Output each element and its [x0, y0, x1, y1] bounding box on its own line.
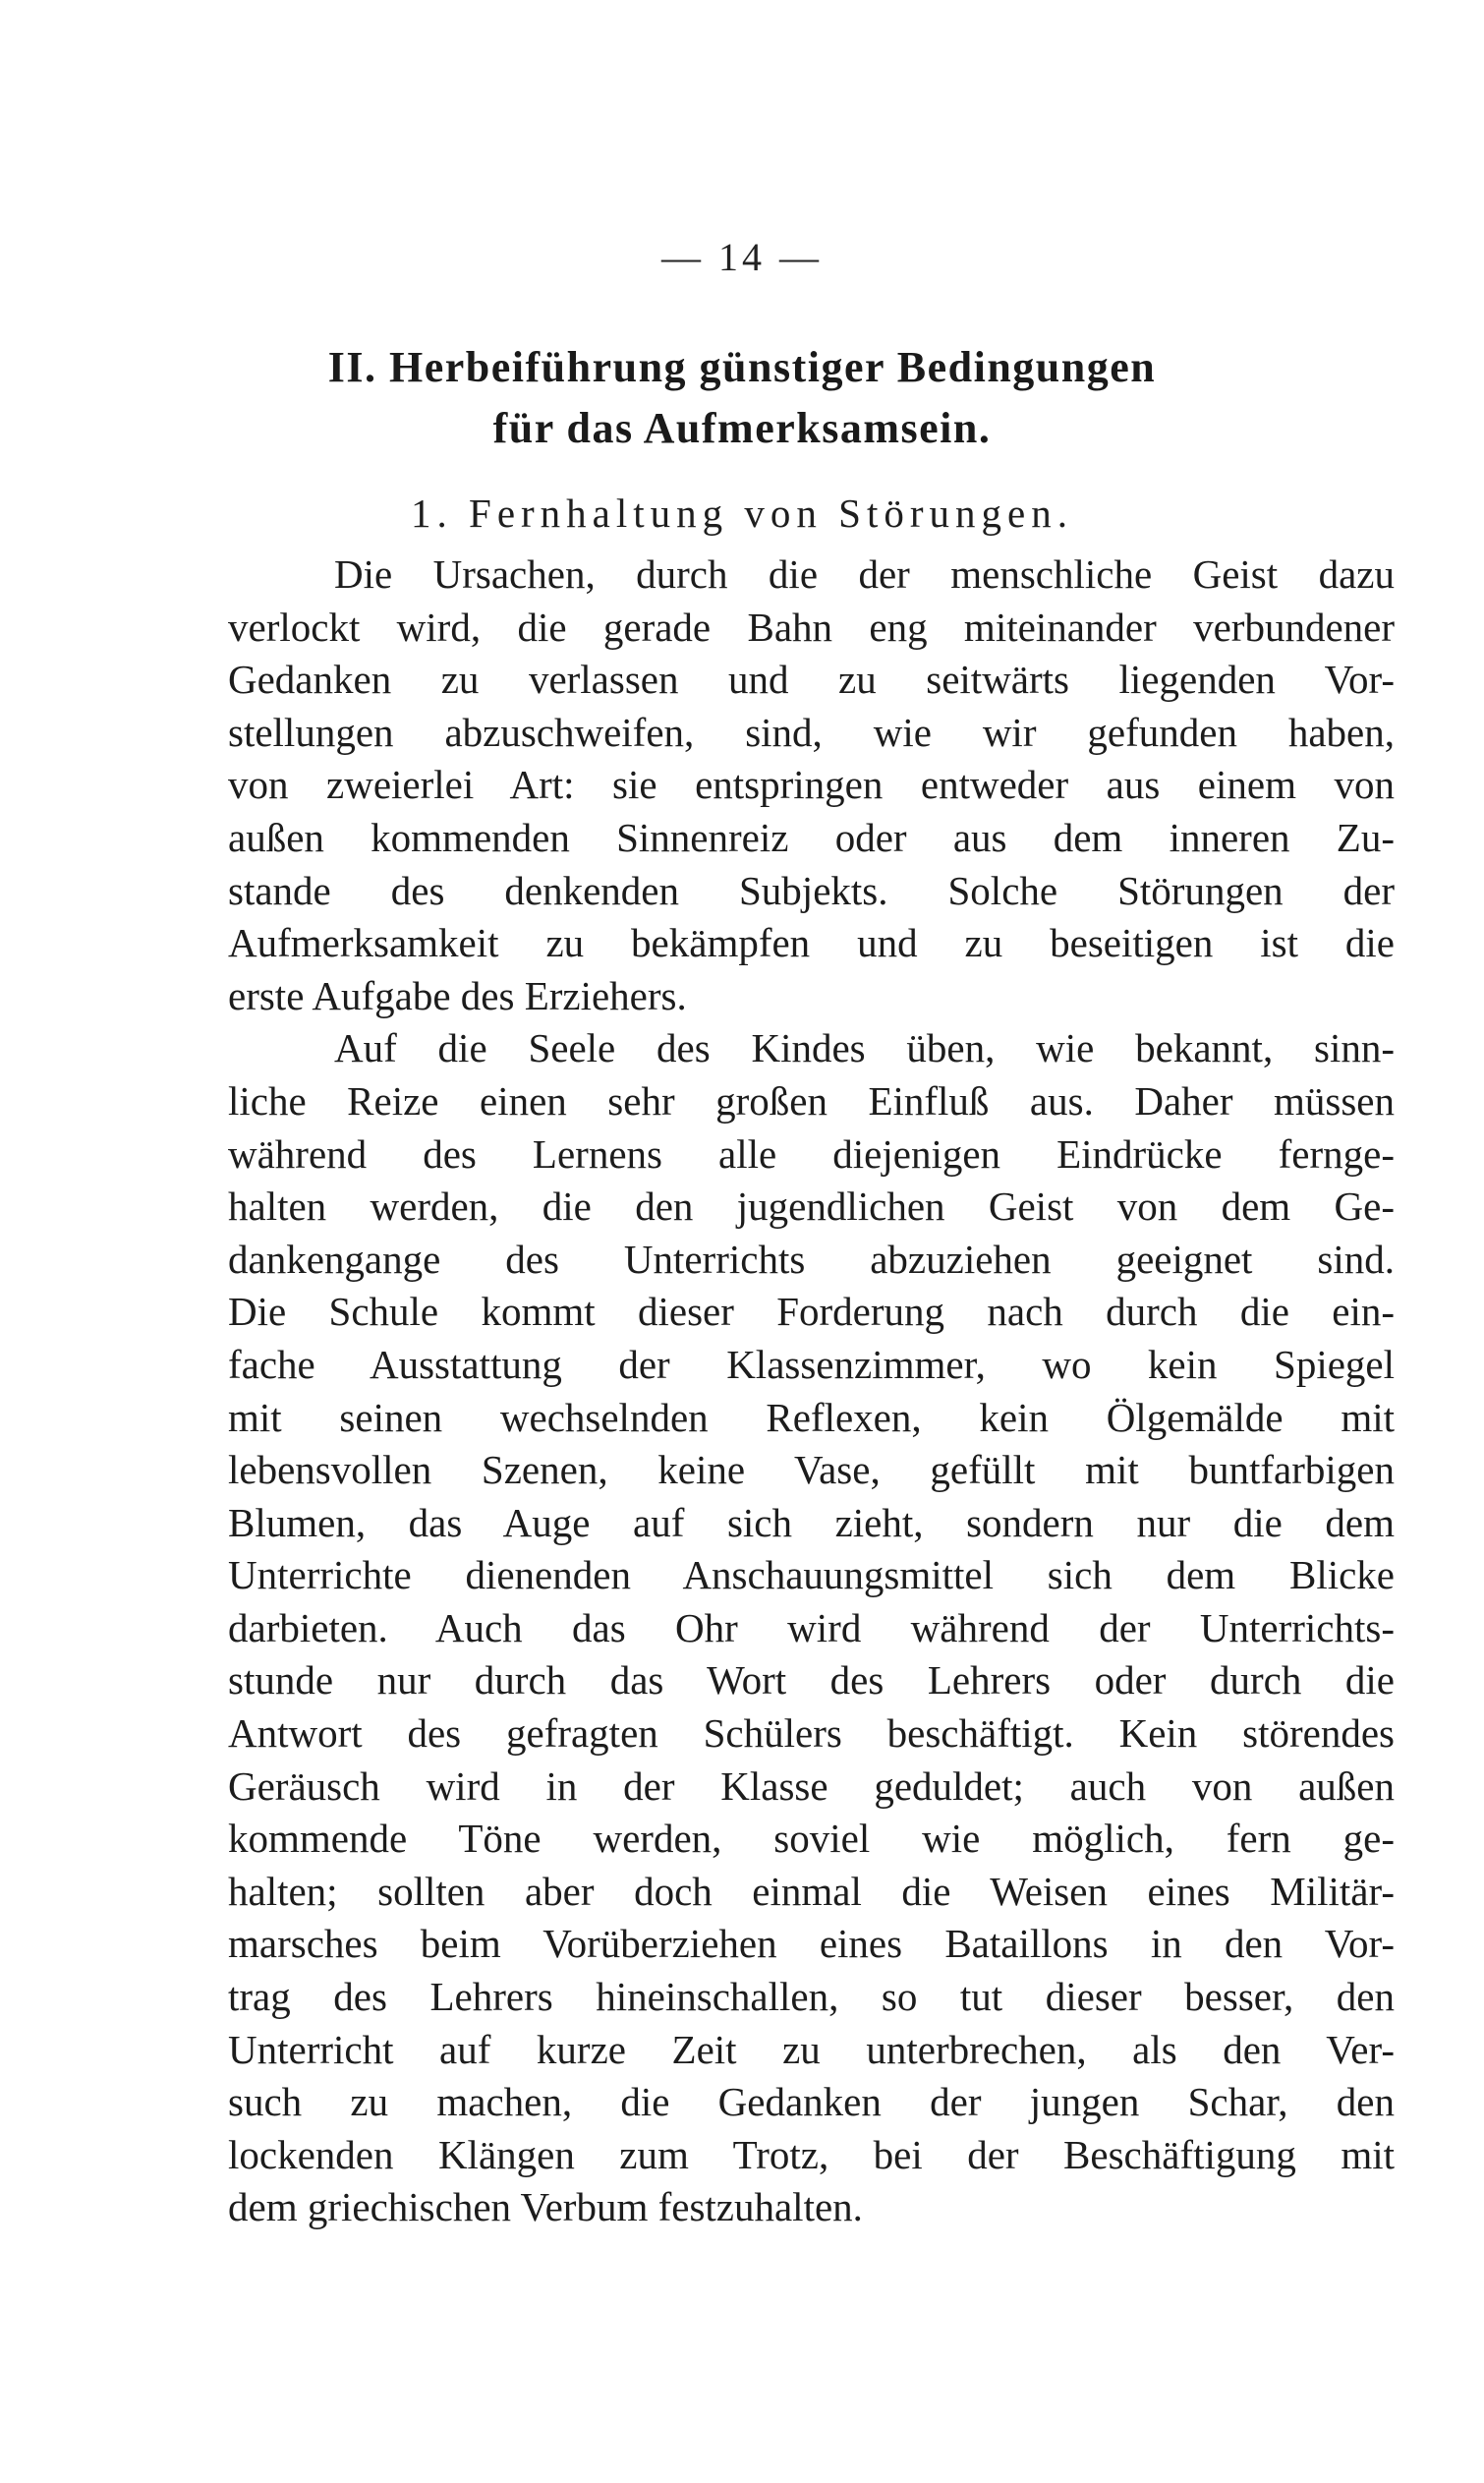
text-line: Aufmerksamkeit zu bekämpfen und zu beseitigen ist die [228, 920, 1395, 966]
text-line: lockenden Klängen zum Trotz, bei der Beschäftigung mit [228, 2131, 1395, 2177]
text-line: Unterrichte dienenden Anschauungsmittel sich dem Blicke [228, 1552, 1395, 1598]
text-line: marsches beim Vorüberziehen eines Bataillons in den Vor- [228, 1921, 1395, 1967]
text-line: Die Ursachen, durch die der menschliche Geist dazu [334, 551, 1395, 597]
text-line: dankengange des Unterrichts abzuziehen geeignet sind. [228, 1236, 1395, 1282]
text-line: stande des denkenden Subjekts. Solche Störungen der [228, 867, 1395, 913]
text-line: trag des Lehrers hineinschallen, so tut dieser besser, den [228, 1974, 1395, 2020]
text-line: mit seinen wechselnden Reflexen, kein Ölgemälde mit [228, 1394, 1395, 1440]
text-line: liche Reize einen sehr großen Einfluß aus. Daher müssen [228, 1077, 1395, 1124]
text-line: halten; sollten aber doch einmal die Weisen eines Militär- [228, 1868, 1395, 1914]
text-line: lebensvollen Szenen, keine Vase, gefüllt mit buntfarbigen [228, 1447, 1395, 1493]
text-line: erste Aufgabe des Erziehers. [228, 972, 687, 1018]
text-line: Blumen, das Auge auf sich zieht, sondern nur die dem [228, 1499, 1395, 1545]
text-line: Geräusch wird in der Klasse geduldet; auch von außen [228, 1762, 1395, 1809]
text-line: verlockt wird, die gerade Bahn eng miteinander verbundener [228, 604, 1395, 650]
page-number: — 14 — [661, 235, 823, 279]
text-line: kommende Töne werden, soviel wie möglich, fern ge- [228, 1816, 1395, 1862]
text-line: Gedanken zu verlassen und zu seitwärts liegenden Vor- [228, 657, 1395, 703]
text-line: darbieten. Auch das Ohr wird während der Unterrichts- [228, 1604, 1395, 1650]
text-line: von zweierlei Art: sie entspringen entweder aus einem von [228, 762, 1395, 808]
text-line: halten werden, die den jugendlichen Geist von dem Ge- [228, 1184, 1395, 1230]
text-line: Auf die Seele des Kindes üben, wie bekannt, sinn- [334, 1025, 1395, 1071]
text-line: Antwort des gefragten Schülers beschäftigt. Kein störendes [228, 1710, 1395, 1757]
text-line: fache Ausstattung der Klassenzimmer, wo kein Spiegel [228, 1341, 1395, 1387]
paragraph-1 [228, 549, 1395, 1022]
text-line: Unterricht auf kurze Zeit zu unterbrechen, als den Ver- [228, 2026, 1395, 2072]
section-subheading: 1. Fernhaltung von Störungen. [411, 491, 1073, 536]
body-text [228, 549, 1395, 2234]
chapter-heading-line-1: II. Herbeiführung günstiger Bedingungen [327, 343, 1157, 391]
text-line: stellungen abzuschweifen, sind, wie wir gefunden haben, [228, 709, 1395, 755]
text-line: während des Lernens alle diejenigen Eindrücke fernge- [228, 1130, 1395, 1177]
text-line: Die Schule kommt dieser Forderung nach durch die ein- [228, 1289, 1395, 1335]
chapter-heading-line-2: für das Aufmerksamsein. [492, 404, 992, 452]
text-line: such zu machen, die Gedanken der jungen Schar, den [228, 2079, 1395, 2125]
text-line: stunde nur durch das Wort des Lehrers oder durch die [228, 1657, 1395, 1703]
text-line: außen kommenden Sinnenreiz oder aus dem inneren Zu- [228, 814, 1395, 860]
paragraph-2 [228, 1022, 1395, 2234]
text-line: dem griechischen Verbum festzuhalten. [228, 2184, 863, 2230]
